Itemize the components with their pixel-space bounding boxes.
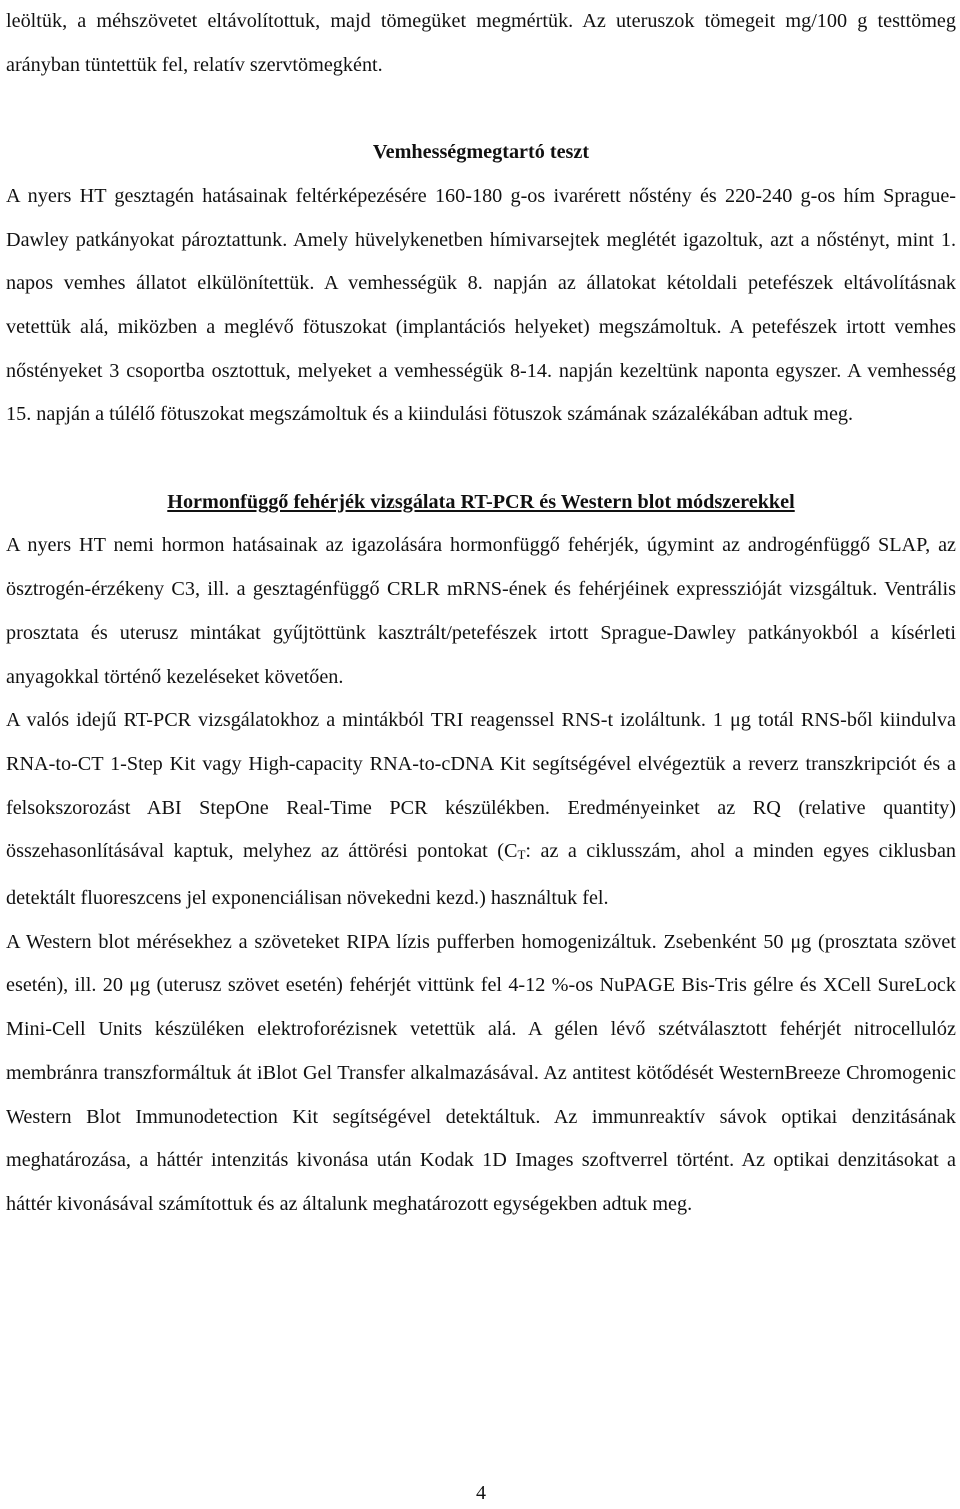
- section-title-pregnancy-test: Vemhességmegtartó teszt: [372, 141, 590, 164]
- document-page: [6, 0, 956, 1509]
- intro-paragraph: leöltük, a méhszövetet eltávolítottuk, majd tömegüket megmértük. Az uteruszok tömegeit mg/100 g testtömeg arányban tüntettük fel, relatív szervtömegként.: [6, 10, 956, 76]
- spacer: [6, 437, 956, 481]
- hormone-paragraph-1: A nyers HT nemi hormon hatásainak az igazolására hormonfüggő fehérjék, úgymint az androgénfüggő SLAP, az ösztrogén-érzékeny C3, ill. a gesztagénfüggő CRLR mRNS-ének és fehérjéinek expresszióját vizsgáltuk. Ventrális prosztata és uterusz mintákat gyűjtöttünk kasztrált/petefészek irtott Sprague-Dawley patkányokból a kísérleti anyagokkal történő kezeléseket követően.: [6, 534, 956, 688]
- spacer: [6, 87, 956, 131]
- rtpcr-text-after: : az a ciklusszám, ahol a minden egyes ciklusban detektált fluoreszcens jel exponenciálisan növekedni kezd.) használtuk fel.: [6, 840, 956, 910]
- ct-subscript: T: [517, 847, 526, 863]
- hormone-paragraph-3: A Western blot mérésekhez a szöveteket RIPA lízis pufferben homogenizáltuk. Zsebenként 50 μg (prosztata szövet esetén), ill. 20 μg (uterusz szövet esetén) fehérjét vittünk fel 4-12 %-os NuPAGE Bis-Tris gélre és XCell SureLock Mini-Cell Units készüléken elektroforézisnek vetettük alá. A gélen lévő szétválasztott fehérjét nitrocellulóz membránra transzformáltuk át iBlot Gel Transfer alkalmazásával. Az antitest kötődését WesternBreeze Chromogenic Western Blot Immunodetection Kit segítségével detektáltuk. Az immunreaktív sávok optikai denzitásának meghatározása, a háttér intenzitás kivonása után Kodak 1D Images szoftverrel történt. Az optikai denzitásokat a háttér kivonásával számítottuk és az általunk meghatározott egységekben adtuk meg.: [6, 930, 956, 1215]
- section-title-hormone-proteins: Hormonfüggő fehérjék vizsgálata RT-PCR és Western blot módszerekkel: [167, 490, 795, 513]
- pregnancy-test-paragraph: A nyers HT gesztagén hatásainak feltérképezésére 160-180 g-os ivarérett nőstény és 220-240 g-os hím Sprague-Dawley patkányokat pároztattunk. Amely hüvelykenetben hímivarsejtek meglétét igazoltuk, azt a nőstényt, mint 1. napos vemhes állatot elkülönítettük. A vemhességük 8. napján az állatokat kétoldali petefészek eltávolításnak vetettük alá, miközben a meglévő fötuszokat (implantációs helyeket) megszámoltuk. A petefészek irtott vemhes nőstényeket 3 csoportba osztottuk, melyeket a vemhességük 8-14. napján kezeltünk naponta egyszer. A vemhesség 15. napján a túlélő fötuszokat megszámoltuk és a kiindulási fötuszok számának százalékában adtuk meg.: [6, 184, 956, 426]
- page-number: 4: [476, 1482, 486, 1504]
- hormone-paragraph-2: [6, 699, 956, 921]
- rtpcr-text-before: A valós idejű RT-PCR vizsgálatokhoz a mintákból TRI reagenssel RNS-t izoláltunk. 1 μg totál RNS-ből kiindulva RNA-to-CT 1-Step Kit vagy High-capacity RNA-to-cDNA Kit segítségével elvégeztük a reverz transzkripciót és a felsokszorozást ABI StepOne Real-Time PCR készülékben. Eredményeinket az RQ (relative quantity) összehasonlításával kaptuk, melyhez az áttörési pontokat (C: [6, 709, 956, 863]
